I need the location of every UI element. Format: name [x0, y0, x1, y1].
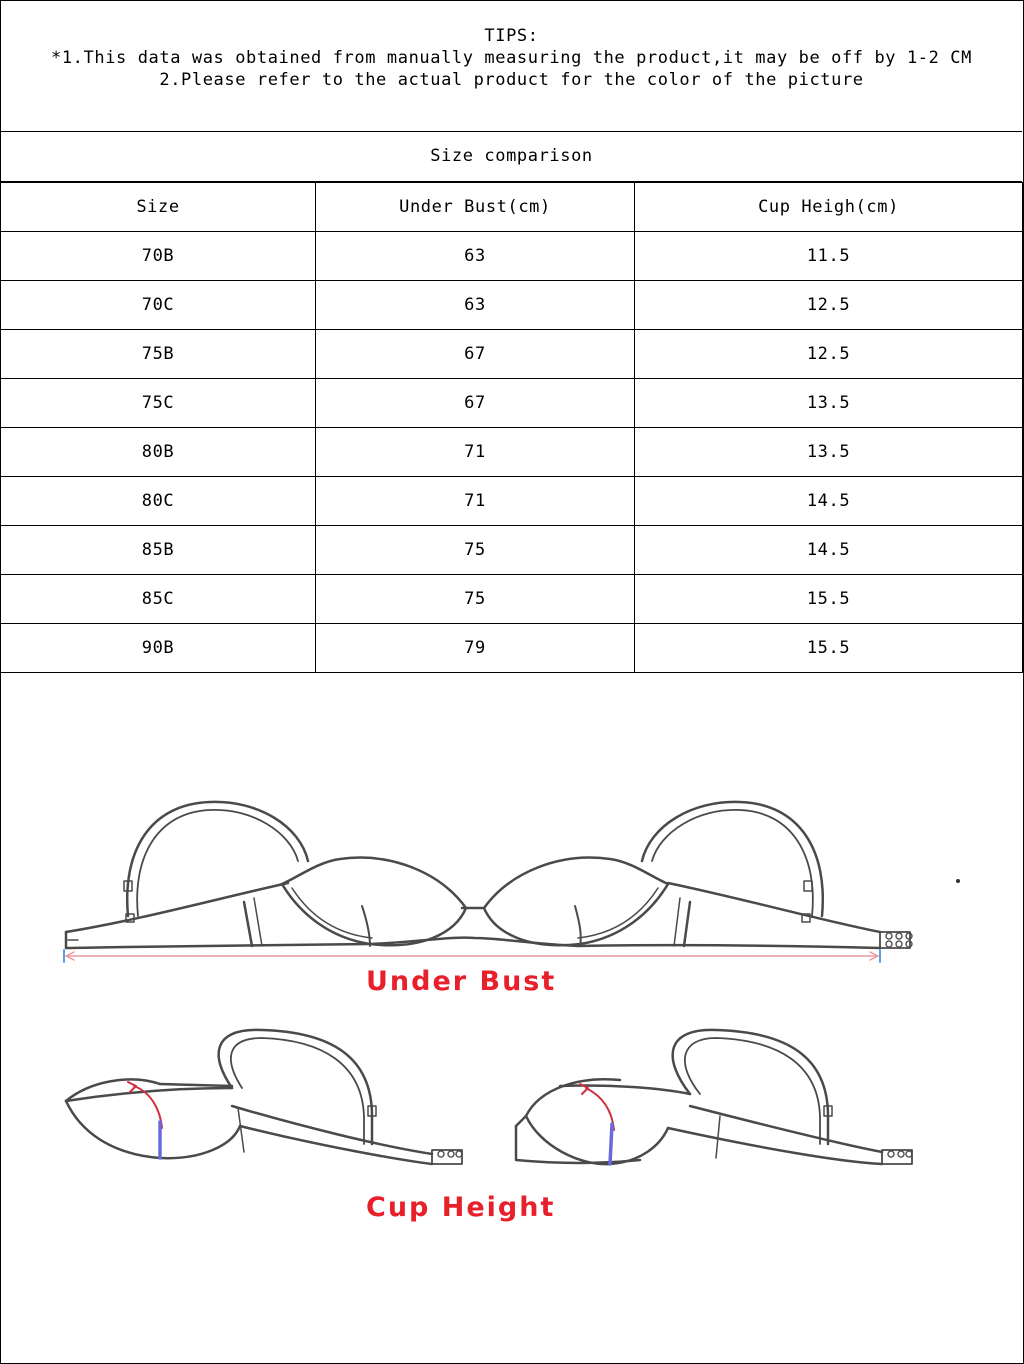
cell-under-bust: 71 [316, 477, 635, 526]
tips-line-2: 2.Please refer to the actual product for the color of the picture [159, 70, 864, 90]
cell-size: 90B [1, 624, 316, 673]
table-row [1, 575, 1023, 624]
under-bust-label: Under Bust [366, 966, 557, 997]
cell-size: 85B [1, 526, 316, 575]
bra-side-view-right [516, 1030, 912, 1164]
table-row [1, 526, 1023, 575]
cell-cup-height: 14.5 [635, 477, 1023, 526]
cell-size: 85C [1, 575, 316, 624]
cell-under-bust: 75 [316, 575, 635, 624]
cell-cup-height: 13.5 [635, 379, 1023, 428]
tips-heading: TIPS: [484, 26, 539, 46]
cell-cup-height: 12.5 [635, 330, 1023, 379]
cell-size: 70B [1, 232, 316, 281]
bra-illustration [0, 676, 1023, 1363]
table-row [1, 428, 1023, 477]
cell-under-bust: 79 [316, 624, 635, 673]
cup-height-label: Cup Height [366, 1192, 556, 1223]
cell-under-bust: 63 [316, 232, 635, 281]
table-caption: Size comparison [1, 132, 1022, 182]
cell-cup-height: 15.5 [635, 575, 1023, 624]
size-table [0, 182, 1023, 673]
cell-size: 80B [1, 428, 316, 477]
table-row [1, 330, 1023, 379]
cell-cup-height: 11.5 [635, 232, 1023, 281]
header-under-bust: Under Bust(cm) [316, 183, 635, 232]
table-row [1, 624, 1023, 673]
bra-side-view-left [66, 1030, 462, 1164]
header-size: Size [1, 183, 316, 232]
cell-size: 75B [1, 330, 316, 379]
bra-front-view [66, 802, 912, 948]
cell-size: 70C [1, 281, 316, 330]
cell-size: 75C [1, 379, 316, 428]
table-row [1, 477, 1023, 526]
cup-height-arrow-right [580, 1084, 614, 1164]
table-row [1, 232, 1023, 281]
table-header-row [1, 183, 1023, 232]
cell-cup-height: 13.5 [635, 428, 1023, 477]
cell-cup-height: 12.5 [635, 281, 1023, 330]
cell-under-bust: 71 [316, 428, 635, 477]
header-cup-height: Cup Heigh(cm) [635, 183, 1023, 232]
cell-cup-height: 14.5 [635, 526, 1023, 575]
cell-under-bust: 63 [316, 281, 635, 330]
cell-under-bust: 75 [316, 526, 635, 575]
cell-size: 80C [1, 477, 316, 526]
tips-line-1: *1.This data was obtained from manually measuring the product,it may be off by 1-2 CM [51, 48, 972, 68]
table-row [1, 281, 1023, 330]
table-row [1, 379, 1023, 428]
cell-under-bust: 67 [316, 379, 635, 428]
measurement-diagram [0, 676, 1023, 1363]
under-bust-arrow [64, 950, 880, 962]
cell-under-bust: 67 [316, 330, 635, 379]
cell-cup-height: 15.5 [635, 624, 1023, 673]
tips-section [1, 1, 1022, 132]
